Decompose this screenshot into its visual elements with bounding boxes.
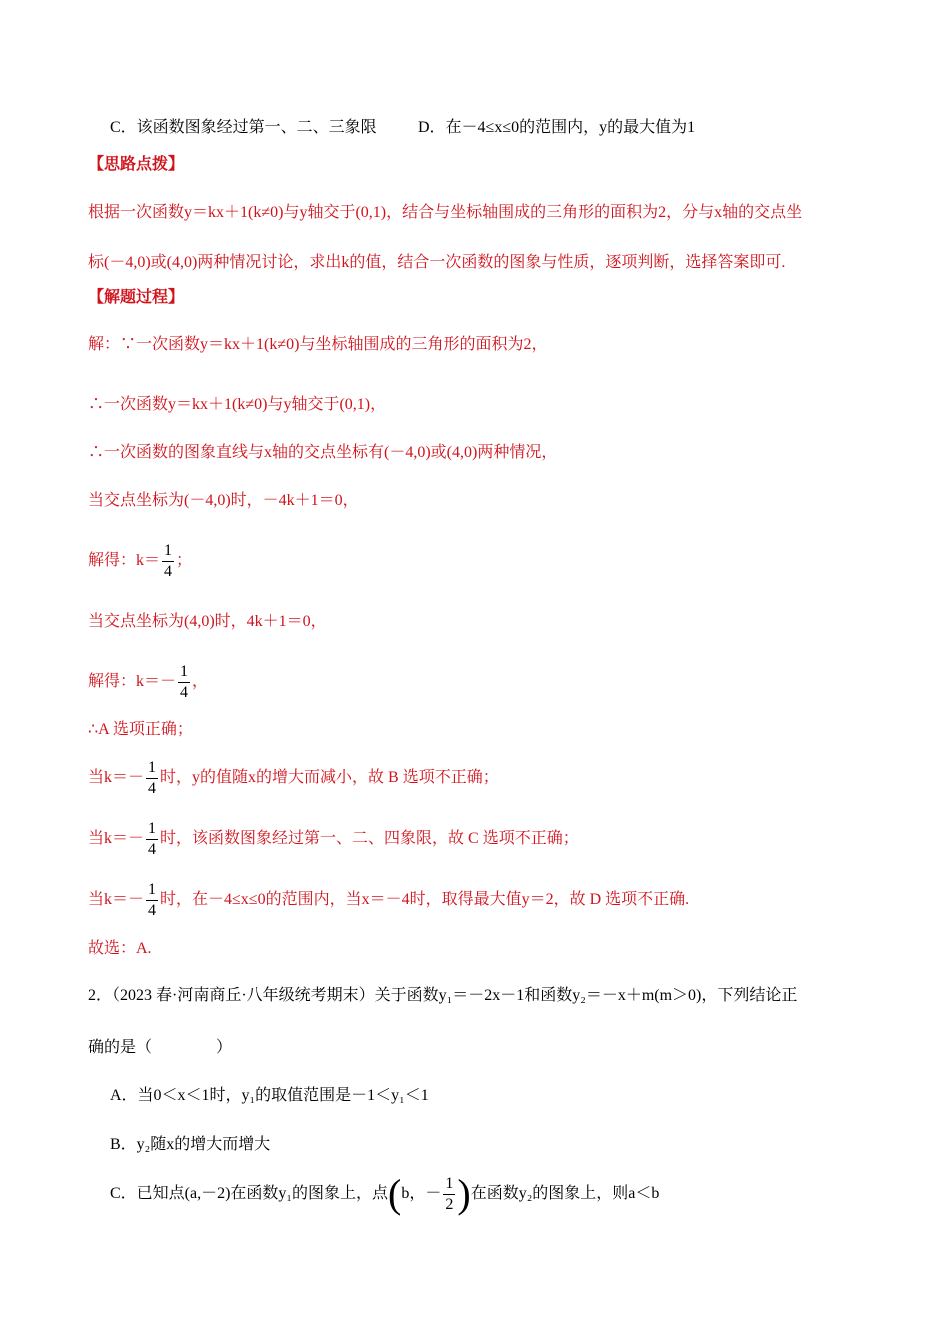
hint-heading: 【思路点拨】 [88,156,185,173]
right-paren: ) [457,1171,471,1216]
solution-step-4: 当交点坐标为(－4,0)时，－4k＋1＝0， [88,492,359,509]
fraction-denominator: 4 [148,840,157,858]
solution-step-10-prefix: 当k＝－ [88,830,145,847]
fraction-one-quarter [146,819,158,860]
option-c-point-b: b，－ [401,1185,442,1202]
solution-step-2: ∴一次函数y＝kx＋1(k≠0)与y轴交于(0,1)， [88,396,387,413]
fraction-denominator: 4 [180,683,189,701]
option-c-suffix: 在函数y₂的图象上，则a＜b [470,1185,660,1202]
fraction-one-quarter [162,541,174,582]
solution-step-1: 解：∵一次函数y＝kx＋1(k≠0)与坐标轴围成的三角形的面积为2， [88,336,548,353]
option-c-prefix: C．已知点(a,－2)在函数y₁的图象上，点 [110,1185,389,1202]
solution-heading: 【解题过程】 [88,289,185,306]
solution-step-9-prefix: 当k＝－ [88,769,145,786]
solution-step-11-suffix: 时，在－4≤x≤0的范围内，当x＝－4时，取得最大值y＝2，故 D 选项不正确. [160,891,690,908]
question-2-stem-line-1: 2．（2023 春·河南商丘·八年级统考期末）关于函数y₁＝－2x－1和函数y₂＝－x＋m(m＞0)，下列结论正 [88,987,798,1004]
solution-step-10 [88,811,579,867]
fraction-one-quarter [146,758,158,799]
fraction-denominator: 2 [445,1195,454,1213]
fraction-numerator: 1 [178,662,190,683]
fraction-numerator: 1 [162,541,174,562]
question-2-option-a: A．当0＜x＜1时，y₁的取值范围是－1＜y₁＜1 [110,1087,429,1104]
fraction-one-quarter [146,880,158,921]
left-paren: ( [388,1171,402,1216]
fraction-denominator: 4 [164,562,173,580]
fraction-numerator: 1 [443,1174,455,1195]
fraction-denominator: 4 [148,779,157,797]
solution-step-5-prefix: 解得：k＝ [88,552,161,569]
solution-step-5-suffix: ； [176,552,193,569]
solution-step-9-suffix: 时，y的值随x的增大而减小，故 B 选项不正确； [160,769,499,786]
solution-step-6: 当交点坐标为(4,0)时，4k＋1＝0， [88,613,327,630]
solution-step-9 [88,750,499,806]
option-d-previous: D．在－4≤x≤0的范围内，y的最大值为1 [418,119,696,136]
solution-step-10-suffix: 时，该函数图象经过第一、二、四象限，故 C 选项不正确； [160,830,579,847]
option-c-previous: C．该函数图象经过第一、二、三象限 [110,119,377,136]
question-2-stem-line-2: 确的是（ ） [88,1039,233,1056]
fraction-one-half [443,1174,455,1215]
hint-line-1: 根据一次函数y＝kx＋1(k≠0)与y轴交于(0,1)，结合与坐标轴围成的三角形的面积为2，分与x轴的交点坐 [88,204,803,221]
solution-step-11 [88,872,689,928]
solution-step-11-prefix: 当k＝－ [88,891,145,908]
fraction-one-quarter [178,662,190,703]
solution-step-3: ∴一次函数的图象直线与x轴的交点坐标有(－4,0)或(4,0)两种情况， [88,444,558,461]
solution-step-7-suffix: ， [192,673,209,690]
solution-step-8: ∴A 选项正确； [88,721,193,738]
fraction-numerator: 1 [146,758,158,779]
question-2-option-b: B．y₂随x的增大而增大 [110,1136,271,1153]
fraction-numerator: 1 [146,880,158,901]
fraction-numerator: 1 [146,819,158,840]
solution-step-5 [88,533,192,589]
hint-line-2: 标(－4,0)或(4,0)两种情况讨论，求出k的值，结合一次函数的图象与性质，逐项判断，选择答案即可. [88,254,786,271]
solution-step-7 [88,654,208,710]
solution-answer: 故选：A. [88,940,152,957]
solution-step-7-prefix: 解得：k＝－ [88,673,177,690]
question-2-option-c [110,1166,659,1222]
fraction-denominator: 4 [148,901,157,919]
